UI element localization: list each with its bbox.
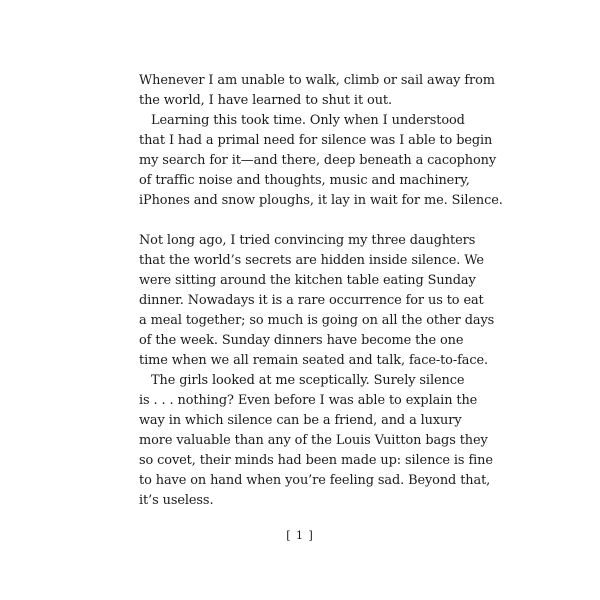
text-line: so covet, their minds had been made up: silence is fine — [139, 453, 493, 468]
text-line: Learning this took time. Only when I understood — [151, 113, 465, 128]
text-line: is . . . nothing? Even before I was able to explain the — [139, 393, 478, 408]
text-line: that the world’s secrets are hidden inside silence. We — [139, 253, 484, 268]
section-break — [139, 211, 479, 231]
text-line: time when we all remain seated and talk, face-to-face. — [139, 353, 489, 368]
paragraph-4 — [139, 371, 493, 511]
text-line: that I had a primal need for silence was I able to begin — [139, 133, 493, 148]
text-line: Whenever I am unable to walk, climb or sail away from — [139, 73, 495, 88]
text-line: more valuable than any of the Louis Vuitton bags they — [139, 433, 488, 448]
text-line: my search for it—and there, deep beneath a cacophony — [139, 153, 497, 168]
paragraph-2 — [139, 111, 503, 211]
text-line: The girls looked at me sceptically. Surely silence — [151, 373, 465, 388]
text-line: way in which silence can be a friend, and a luxury — [139, 413, 462, 428]
body-text — [139, 71, 503, 511]
text-line: iPhones and snow ploughs, it lay in wait for me. Silence. — [139, 193, 503, 208]
text-line: of the week. Sunday dinners have become the one — [139, 333, 464, 348]
text-line: to have on hand when you’re feeling sad. Beyond that, — [139, 473, 491, 488]
page-number: [ 1 ] — [286, 529, 314, 542]
paragraph-1 — [139, 71, 495, 111]
text-line: were sitting around the kitchen table eating Sunday — [139, 273, 476, 288]
text-line: a meal together; so much is going on all the other days — [139, 313, 495, 328]
text-line: it’s useless. — [139, 493, 214, 508]
text-line: the world, I have learned to shut it out. — [139, 93, 392, 108]
text-line: dinner. Nowadays it is a rare occurrence for us to eat — [139, 293, 484, 308]
text-line: of traffic noise and thoughts, music and machinery, — [139, 173, 470, 188]
text-line: Not long ago, I tried convincing my three daughters — [139, 233, 476, 248]
paragraph-3 — [139, 231, 495, 371]
